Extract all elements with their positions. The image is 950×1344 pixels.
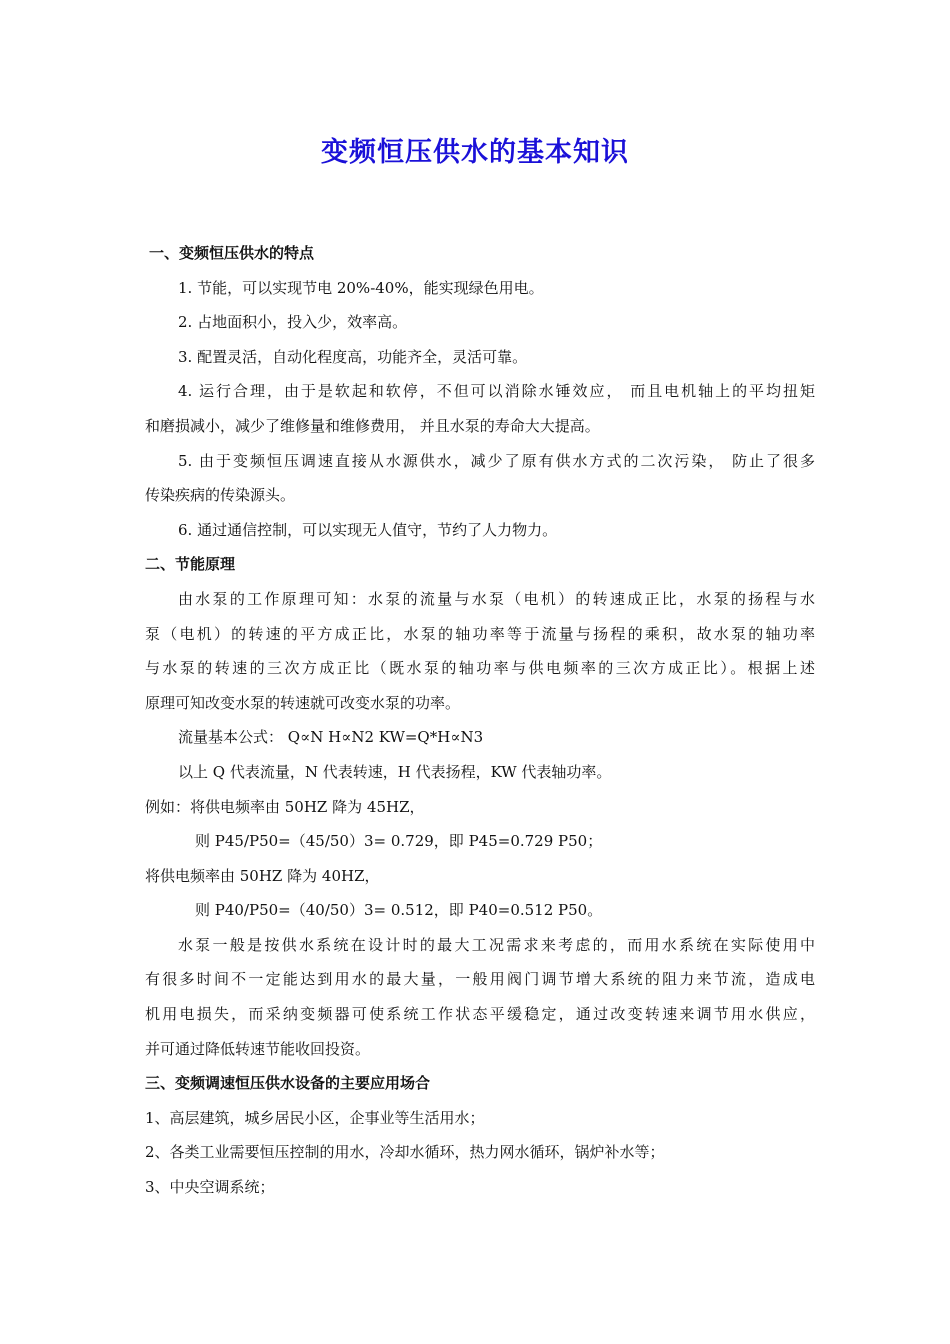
paragraph-line: 3. 配置灵活，自动化程度高，功能齐全，灵活可靠。 [178,347,528,366]
paragraph-line: 1. 节能，可以实现节电 20%-40%，能实现绿色用电。 [178,278,544,297]
paragraph-line: 原理可知改变水泵的转速就可改变水泵的功率。 [145,693,461,712]
paragraph-line: 传染疾病的传染源头。 [145,486,296,505]
example-calculation: 则 P45/P50=（45/50）3= 0.729，即 P45=0.729 P50； [195,832,603,851]
list-item: 1、高层建筑，城乡居民小区，企事业等生活用水； [145,1108,485,1127]
paragraph-line: 并可通过降低转速节能收回投资。 [145,1039,371,1058]
example-line: 例如：将供电频率由 50HZ 降为 45HZ， [145,797,425,816]
paragraph-line: 由水泵的工作原理可知：水泵的流量与水泵（电机）的转速成正比，水泵的扬程与水 [178,589,815,608]
paragraph-line: 与水泵的转速的三次方成正比（既水泵的轴功率与供电频率的三次方成正比）。根据上述 [145,659,815,678]
example-calculation: 则 P40/P50=（40/50）3= 0.512，即 P40=0.512 P50。 [195,901,603,920]
paragraph-line: 机用电损失，而采纳变频器可使系统工作状态平缓稳定，通过改变转速来调节用水供应， [145,1005,815,1024]
section-heading-applications: 三、变频调速恒压供水设备的主要应用场合 [145,1074,431,1093]
paragraph-line: 以上 Q 代表流量，N 代表转速，H 代表扬程，KW 代表轴功率。 [178,762,612,781]
document-title: 变频恒压供水的基本知识 [321,137,629,168]
section-heading-principle: 二、节能原理 [145,555,236,574]
paragraph-line: 泵（电机）的转速的平方成正比，水泵的轴功率等于流量与扬程的乘积，故水泵的轴功率 [145,624,815,643]
paragraph-line: 有很多时间不一定能达到用水的最大量，一般用阀门调节增大系统的阻力来节流，造成电 [145,970,815,989]
paragraph-line: 和磨损减小，减少了维修量和维修费用， 并且水泵的寿命大大提高。 [145,416,600,435]
section-heading-features: 一、变频恒压供水的特点 [149,244,315,262]
document-body [145,236,815,1205]
paragraph-line: 6. 通过通信控制，可以实现无人值守，节约了人力物力。 [178,520,558,539]
paragraph-line: 2. 占地面积小，投入少，效率高。 [178,313,408,332]
list-item: 2、各类工业需要恒压控制的用水，冷却水循环，热力网水循环，锅炉补水等； [145,1143,665,1162]
paragraph-line: 4. 运行合理，由于是软起和软停，不但可以消除水锤效应， 而且电机轴上的平均扭矩 [178,382,815,401]
paragraph-line: 水泵一般是按供水系统在设计时的最大工况需求来考虑的，而用水系统在实际使用中 [178,935,815,954]
formula-line: 流量基本公式： Q∝N H∝N2 KW=Q*H∝N3 [178,728,484,747]
list-item: 3、中央空调系统； [145,1178,275,1197]
paragraph-line: 5. 由于变频恒压调速直接从水源供水，减少了原有供水方式的二次污染， 防止了很多 [178,451,815,470]
example-line: 将供电频率由 50HZ 降为 40HZ， [145,866,380,885]
